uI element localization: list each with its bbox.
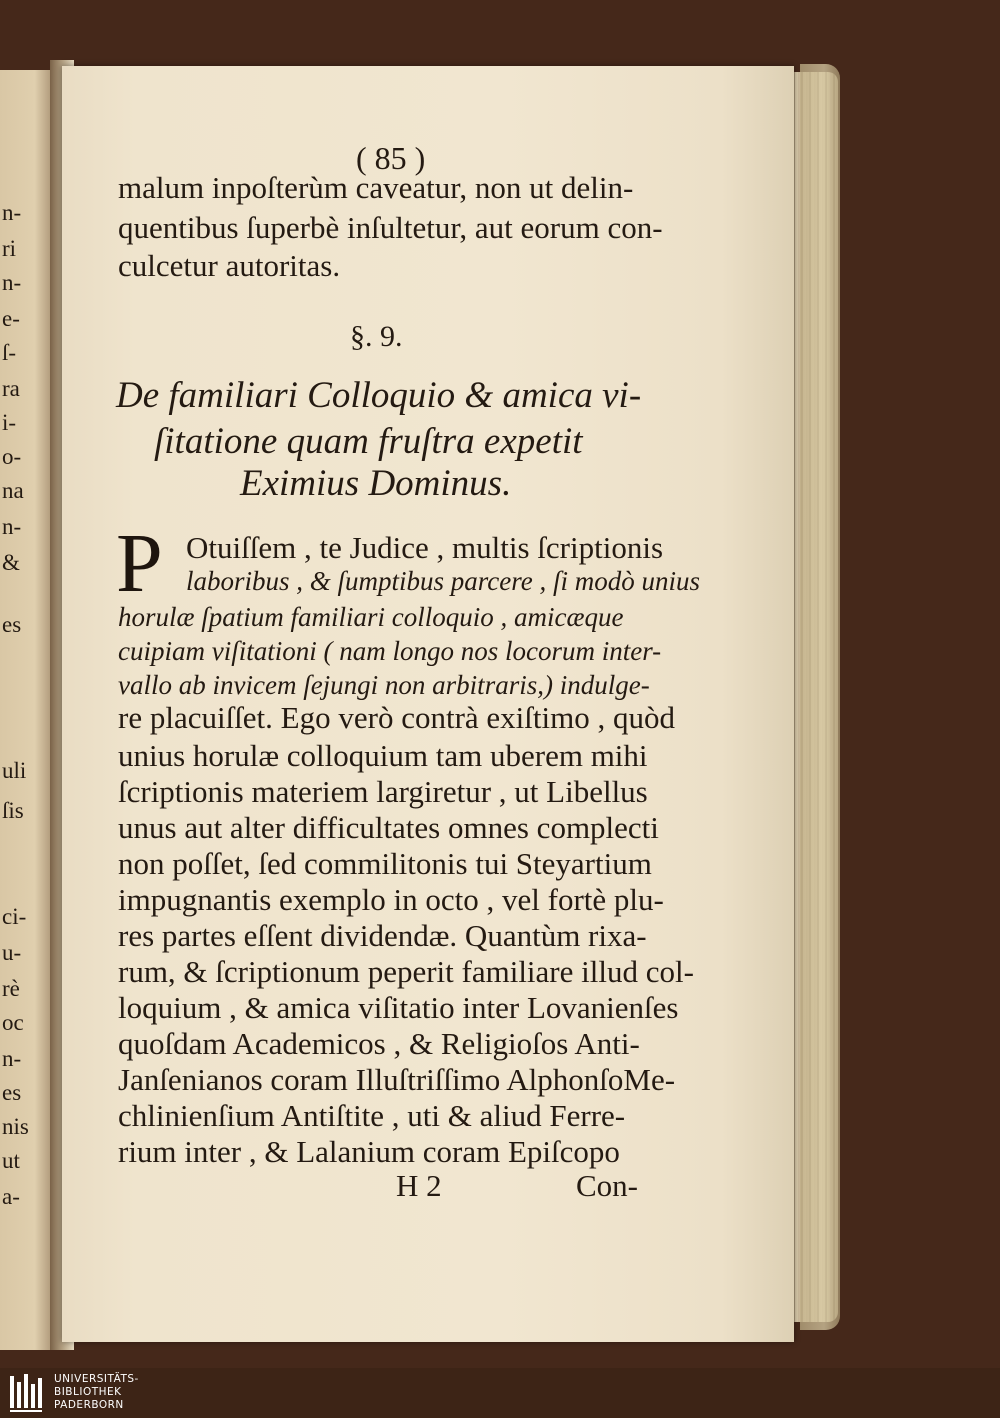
paragraph-line: non poſſet, ſed commilitonis tui Steyartium bbox=[118, 846, 652, 881]
left-page-fragment: rè bbox=[2, 976, 20, 1001]
left-page-fragment: & bbox=[2, 550, 20, 575]
paragraph-line: rium inter , & Lalanium coram Epiſcopo bbox=[118, 1134, 620, 1169]
left-page-fragment: o- bbox=[2, 444, 22, 469]
paragraph-line: Otuiſſem , te Judice , multis ſcriptionis bbox=[186, 530, 664, 565]
left-page-fragment: i- bbox=[2, 410, 17, 435]
left-page-fragment: ra bbox=[2, 376, 20, 401]
left-page-fragment: oc bbox=[2, 1010, 24, 1035]
paragraph-line: res partes eſſent dividendæ. Quantùm rixa- bbox=[118, 918, 647, 953]
left-page-fragment: es bbox=[2, 1080, 22, 1105]
left-page-fragment: n- bbox=[2, 270, 22, 295]
left-page-fragment: nis bbox=[2, 1114, 29, 1139]
intro-line: malum inpoſterùm caveatur, non ut delin- bbox=[118, 170, 634, 205]
left-page-fragment: n- bbox=[2, 1046, 22, 1071]
section-heading-line: ſitatione quam fruſtra expetit bbox=[154, 421, 583, 462]
paragraph-line: horulæ ſpatium familiari colloquio , amicæque bbox=[118, 602, 624, 632]
library-logo-icon bbox=[8, 1372, 46, 1414]
paragraph-line: rum, & ſcriptionum peperit familiare illud col- bbox=[118, 954, 694, 989]
paragraph-line: impugnantis exemplo in octo , vel fortè plu- bbox=[118, 882, 664, 917]
paragraph-line: vallo ab invicem ſejungi non arbitraris,) indulge- bbox=[118, 670, 650, 700]
paragraph-line: laboribus , & ſumptibus parcere , ſi modò unius bbox=[186, 566, 701, 596]
section-heading-line: Eximius Dominus. bbox=[240, 463, 512, 504]
left-page-fragment: ſ- bbox=[2, 340, 17, 365]
book-cover-edge bbox=[800, 64, 840, 1330]
left-page-fragment: e- bbox=[2, 306, 20, 331]
library-name-line: PADERBORN bbox=[54, 1399, 124, 1411]
library-name-line: BIBLIOTHEK bbox=[54, 1386, 122, 1398]
paragraph-line: unius horulæ colloquium tam uberem mihi bbox=[118, 738, 648, 773]
paragraph-line: cuipiam viſitationi ( nam longo nos locorum inter- bbox=[118, 636, 662, 666]
left-page-fragment: uli bbox=[2, 758, 27, 783]
paragraph-line: unus aut alter difficultates omnes complecti bbox=[118, 810, 659, 845]
library-name-line: UNIVERSITÄTS- bbox=[54, 1373, 139, 1385]
drop-cap: P bbox=[116, 517, 163, 610]
paragraph-line: re placuiſſet. Ego verò contrà exiſtimo , quòd bbox=[118, 700, 675, 735]
left-page-fragment: na bbox=[2, 478, 24, 503]
paragraph-line: chlinienſium Antiſtite , uti & aliud Ferre- bbox=[118, 1098, 626, 1133]
paragraph-line: ſcriptionis materiem largiretur , ut Libellus bbox=[118, 774, 648, 809]
intro-line: quentibus ſuperbè inſultetur, aut eorum con- bbox=[118, 210, 663, 245]
signature-mark: H 2 bbox=[396, 1168, 442, 1203]
left-page-fragment: es bbox=[2, 612, 22, 637]
section-number: §. 9. bbox=[350, 320, 403, 353]
paragraph-line: Janſenianos coram Illuſtriſſimo AlphonſoMe- bbox=[118, 1062, 676, 1097]
left-page-fragment: ſis bbox=[2, 798, 24, 823]
footer-bar bbox=[0, 1368, 1000, 1418]
left-page-fragment: u- bbox=[2, 940, 22, 965]
paragraph-line: loquium , & amica viſitatio inter Lovanienſes bbox=[118, 990, 679, 1025]
page-number: ( 85 ) bbox=[356, 140, 426, 176]
section-heading-line: De familiari Colloquio & amica vi- bbox=[116, 375, 642, 416]
catchword: Con- bbox=[576, 1168, 638, 1203]
left-page-fragment: n- bbox=[2, 514, 22, 539]
left-page-fragment: n- bbox=[2, 200, 22, 225]
intro-line: culcetur autoritas. bbox=[118, 248, 341, 283]
left-page-fragment: ri bbox=[2, 236, 17, 261]
left-page-fragment: ci- bbox=[2, 904, 27, 929]
paragraph-line: quoſdam Academicos , & Religioſos Anti- bbox=[118, 1026, 640, 1061]
left-page-fragment: a- bbox=[2, 1184, 20, 1209]
left-page-fragment: ut bbox=[2, 1148, 20, 1173]
